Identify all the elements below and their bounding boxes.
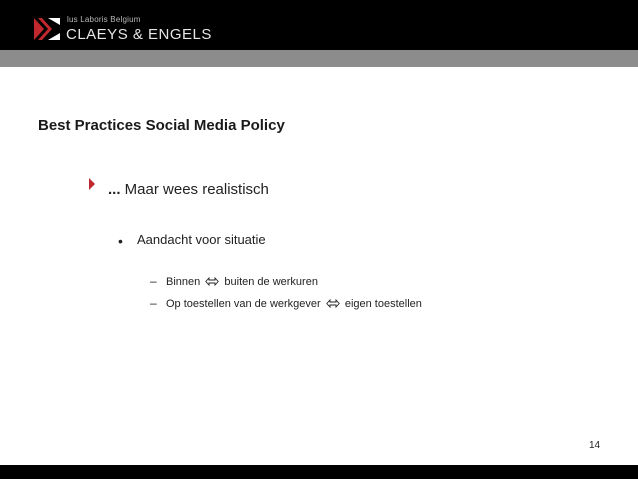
header-grey-band bbox=[0, 50, 638, 67]
bullet-level1-text: Maar wees realistisch bbox=[120, 181, 269, 198]
bullet-level1 bbox=[108, 181, 269, 198]
dash-marker: – bbox=[150, 274, 157, 288]
dash-marker: – bbox=[150, 296, 157, 310]
slide-title: Best Practices Social Media Policy bbox=[38, 117, 285, 134]
bullet-dot: • bbox=[118, 233, 123, 249]
bullet-level3-item bbox=[166, 298, 422, 310]
left-right-arrow-icon bbox=[205, 277, 219, 286]
bullet-level3-item bbox=[166, 276, 318, 288]
bullet-level3-right: eigen toestellen bbox=[344, 298, 422, 310]
bullet-level1-prefix: ... bbox=[108, 181, 121, 198]
bullet-level3-left: Op toestellen van de werkgever bbox=[166, 298, 321, 310]
bullet-level3-right: buiten de werkuren bbox=[224, 276, 318, 288]
logo-name: CLAEYS & ENGELS bbox=[66, 26, 212, 43]
logo-tagline: lus Laboris Belgium bbox=[67, 15, 141, 24]
footer-bar bbox=[0, 465, 638, 479]
bullet-level2-text: Aandacht voor situatie bbox=[137, 232, 266, 247]
logo-icon bbox=[33, 17, 61, 41]
header-bar bbox=[0, 0, 638, 50]
left-right-arrow-icon bbox=[326, 299, 340, 308]
bullet-level3-left: Binnen bbox=[166, 276, 201, 288]
page-number: 14 bbox=[589, 440, 601, 451]
red-triangle-icon bbox=[89, 178, 95, 190]
